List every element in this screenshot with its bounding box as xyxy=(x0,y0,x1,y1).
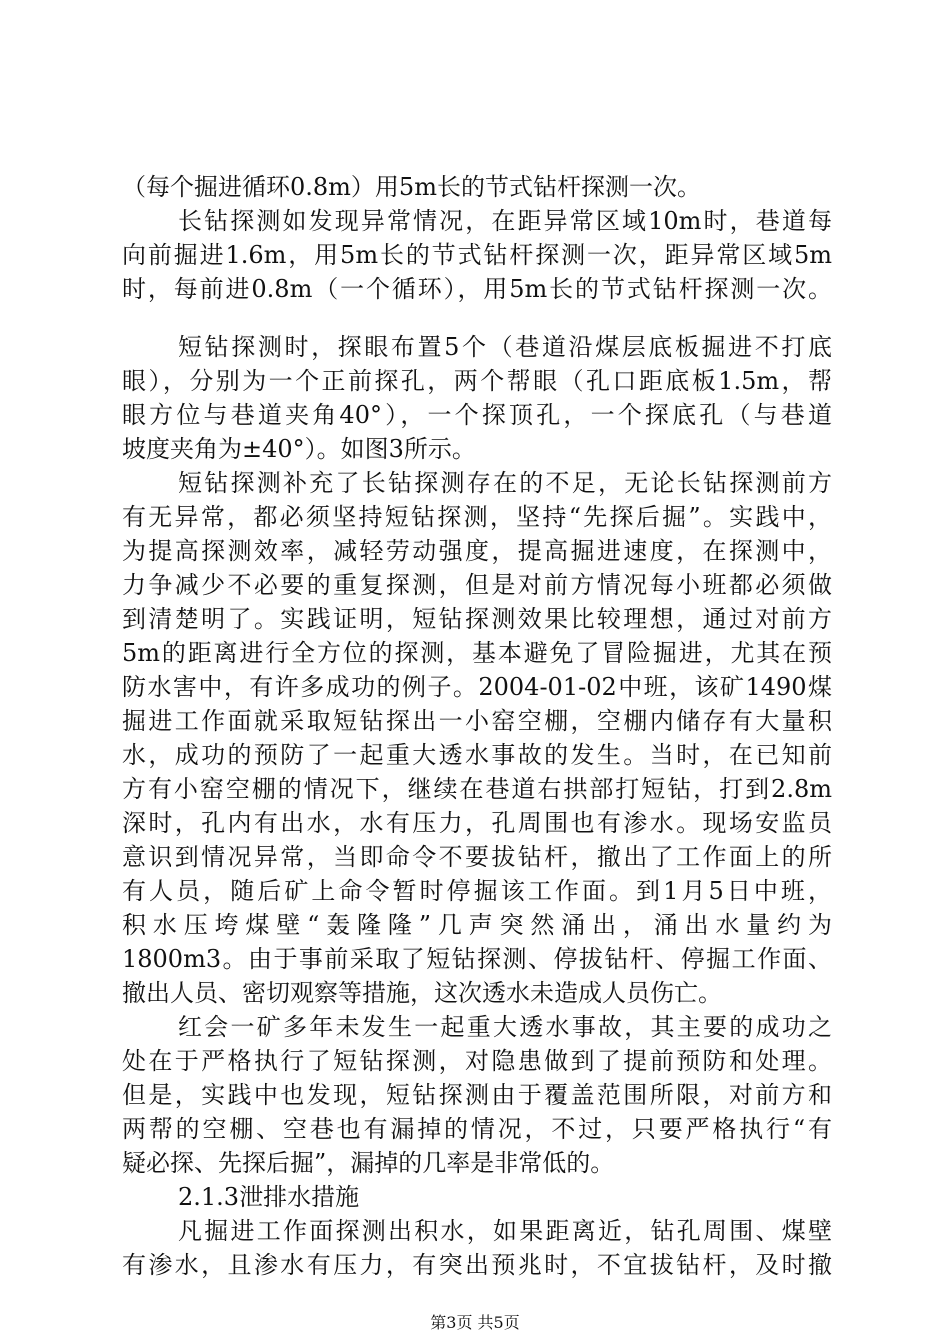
body-line: 5m的距离进行全方位的探测，基本避免了冒险掘进，尤其在预 xyxy=(122,639,832,667)
body-line: 撤出人员、密切观察等措施，这次透水未造成人员伤亡。 xyxy=(122,979,722,1007)
body-line: 红会一矿多年未发生一起重大透水事故，其主要的成功之 xyxy=(178,1013,832,1041)
body-line: 有渗水，且渗水有压力，有突出预兆时，不宜拔钻杆，及时撤 xyxy=(122,1251,832,1279)
body-line: 短钻探测时，探眼布置5个（巷道沿煤层底板掘进不打底 xyxy=(178,333,832,361)
body-line: 但是，实践中也发现，短钻探测由于覆盖范围所限，对前方和 xyxy=(122,1081,832,1109)
body-line: 掘进工作面就采取短钻探出一小窑空棚，空棚内储存有大量积 xyxy=(122,707,832,735)
body-line: 积水压垮煤壁“轰隆隆”几声突然涌出，涌出水量约为 xyxy=(122,911,832,939)
body-line: 凡掘进工作面探测出积水，如果距离近，钻孔周围、煤壁 xyxy=(178,1217,832,1245)
body-line: 力争减少不必要的重复探测，但是对前方情况每小班都必须做 xyxy=(122,571,832,599)
body-line: 防水害中，有许多成功的例子。2004-01-02中班，该矿1490煤 xyxy=(122,673,832,701)
body-line: 短钻探测补充了长钻探测存在的不足，无论长钻探测前方 xyxy=(178,469,832,497)
body-line: 为提高探测效率，减轻劳动强度，提高掘进速度，在探测中， xyxy=(122,537,832,565)
body-line: 长钻探测如发现异常情况，在距异常区域10m时，巷道每 xyxy=(178,207,832,235)
body-line: （每个掘进循环0.8m）用5m长的节式钻杆探测一次。 xyxy=(122,173,701,201)
body-line: 坡度夹角为±40°）。如图3所示。 xyxy=(122,435,476,463)
body-line: 有无异常，都必须坚持短钻探测，坚持“先探后掘”。实践中， xyxy=(122,503,832,531)
body-line: 眼），分别为一个正前探孔，两个帮眼（孔口距底板1.5m，帮 xyxy=(122,367,832,395)
body-line: 两帮的空棚、空巷也有漏掉的情况，不过，只要严格执行“有 xyxy=(122,1115,832,1143)
body-line: 时，每前进0.8m（一个循环），用5m长的节式钻杆探测一次。 xyxy=(122,275,832,303)
body-line: 1800m3。由于事前采取了短钻探测、停拔钻杆、停掘工作面、 xyxy=(122,945,832,973)
body-line: 方有小窑空棚的情况下，继续在巷道右拱部打短钻，打到2.8m xyxy=(122,775,832,803)
section-heading: 2.1.3泄排水措施 xyxy=(178,1183,360,1211)
body-line: 眼方位与巷道夹角40°），一个探顶孔，一个探底孔（与巷道 xyxy=(122,401,832,429)
page-footer: 第3页 共5页 xyxy=(430,1313,520,1332)
body-line: 处在于严格执行了短钻探测，对隐患做到了提前预防和处理。 xyxy=(122,1047,832,1075)
body-line: 向前掘进1.6m，用5m长的节式钻杆探测一次，距异常区域5m xyxy=(122,241,832,269)
body-line: 疑必探、先探后掘”，漏掉的几率是非常低的。 xyxy=(122,1149,615,1177)
body-line: 到清楚明了。实践证明，短钻探测效果比较理想，通过对前方 xyxy=(122,605,832,633)
body-line: 水，成功的预防了一起重大透水事故的发生。当时，在已知前 xyxy=(122,741,832,769)
body-line: 深时，孔内有出水，水有压力，孔周围也有渗水。现场安监员 xyxy=(122,809,832,837)
body-line: 意识到情况异常，当即命令不要拔钻杆，撤出了工作面上的所 xyxy=(122,843,832,871)
body-line: 有人员，随后矿上命令暂时停掘该工作面。到1月5日中班， xyxy=(122,877,832,905)
